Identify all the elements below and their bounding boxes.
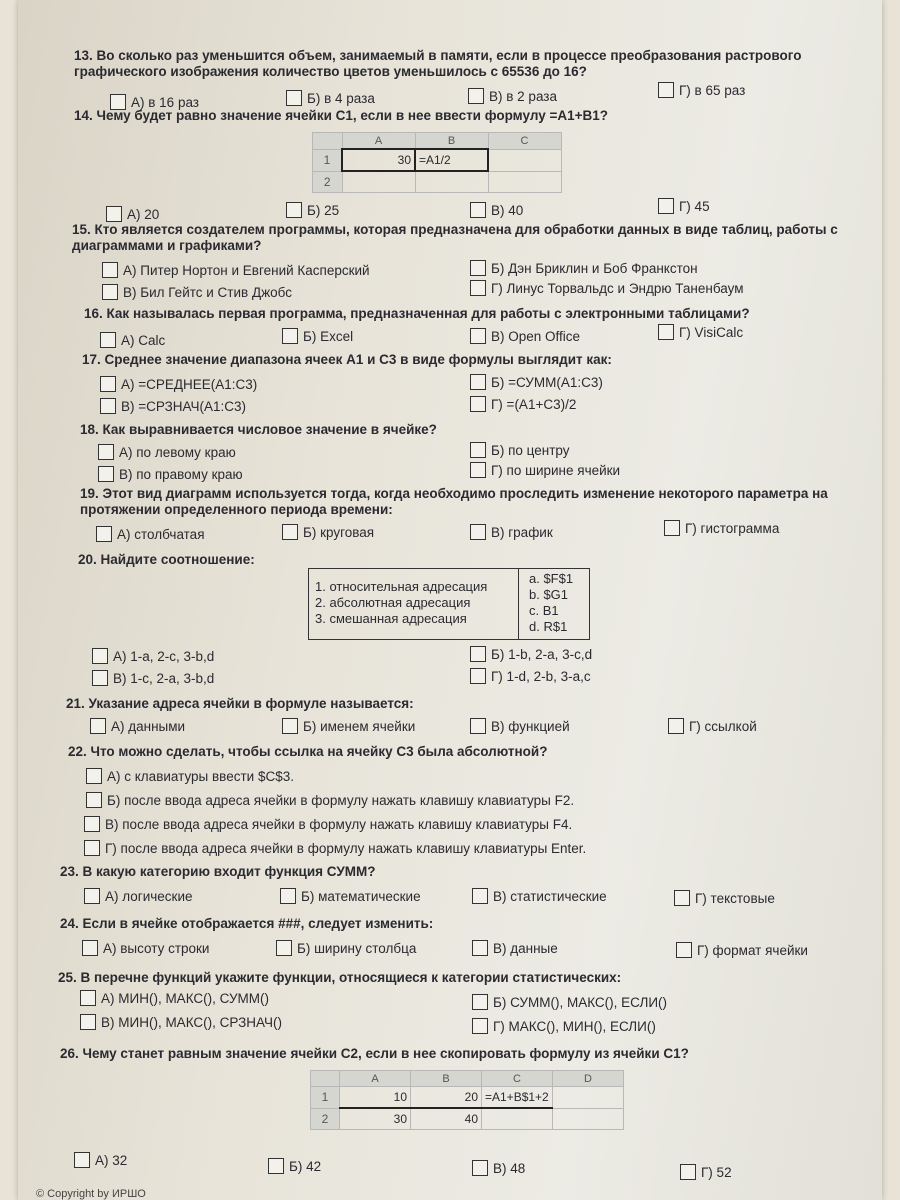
cell-c2: [482, 1108, 553, 1130]
question-text: 25. В перечне функций укажите функции, относящиеся к категории статистических:: [58, 970, 622, 985]
option-d[interactable]: Г) 52: [680, 1164, 732, 1182]
option-a[interactable]: А) Calc: [100, 332, 165, 350]
checkbox[interactable]: [92, 670, 108, 686]
checkbox[interactable]: [668, 718, 684, 734]
cell-a1: 30: [342, 149, 415, 171]
option-a[interactable]: А) с клавиатуры ввести $C$3.: [86, 768, 294, 786]
checkbox[interactable]: [674, 890, 690, 906]
checkbox[interactable]: [276, 940, 292, 956]
checkbox[interactable]: [470, 462, 486, 478]
option-c[interactable]: В) =СРЗНАЧ(А1:С3): [100, 398, 246, 416]
checkbox[interactable]: [86, 768, 102, 784]
checkbox[interactable]: [74, 1152, 90, 1168]
checkbox[interactable]: [470, 718, 486, 734]
checkbox[interactable]: [664, 520, 680, 536]
checkbox[interactable]: [282, 718, 298, 734]
option-c[interactable]: В) МИН(), МАКС(), СРЗНАЧ(): [80, 1014, 282, 1032]
checkbox[interactable]: [100, 332, 116, 348]
checkbox[interactable]: [92, 648, 108, 664]
checkbox[interactable]: [472, 1018, 488, 1034]
option-a[interactable]: А) данными: [90, 718, 185, 736]
option-b[interactable]: Б) Excel: [282, 328, 353, 346]
checkbox[interactable]: [282, 524, 298, 540]
option-c[interactable]: В) функцией: [470, 718, 570, 736]
option-d[interactable]: Г) VisiCalc: [658, 324, 743, 342]
option-b[interactable]: Б) в 4 раза: [286, 90, 375, 108]
option-c[interactable]: В) 48: [472, 1160, 525, 1178]
option-c[interactable]: В) Бил Гейтс и Стив Джобс: [102, 284, 292, 302]
checkbox[interactable]: [82, 940, 98, 956]
cell-a1: 10: [340, 1087, 411, 1109]
option-c[interactable]: В) график: [470, 524, 553, 542]
checkbox[interactable]: [470, 646, 486, 662]
option-b[interactable]: Б) =СУММ(А1:С3): [470, 374, 603, 392]
question-text: 21. Указание адреса ячейки в формуле называется:: [66, 696, 414, 711]
checkbox[interactable]: [268, 1158, 284, 1174]
checkbox[interactable]: [468, 88, 484, 104]
test-sheet: [18, 0, 882, 1200]
checkbox[interactable]: [472, 994, 488, 1010]
option-a[interactable]: А) 1-a, 2-c, 3-b,d: [92, 648, 214, 666]
option-d[interactable]: Г) в 65 раз: [658, 82, 745, 100]
checkbox[interactable]: [100, 398, 116, 414]
option-c[interactable]: В) в 2 раза: [468, 88, 557, 106]
option-a[interactable]: А) столбчатая: [96, 526, 205, 544]
option-c[interactable]: В) 1-c, 2-a, 3-b,d: [92, 670, 214, 688]
option-d[interactable]: Г) Линус Торвальдс и Эндрю Таненбаум: [470, 280, 743, 298]
option-a[interactable]: А) в 16 раз: [110, 94, 199, 112]
checkbox[interactable]: [676, 942, 692, 958]
spreadsheet-excerpt: A B C D 1 10 20 =A1+B$1+2 2 30 40: [310, 1070, 624, 1130]
option-b[interactable]: Б) 1-b, 2-a, 3-c,d: [470, 646, 592, 664]
option-d[interactable]: Г) ссылкой: [668, 718, 757, 736]
checkbox[interactable]: [470, 442, 486, 458]
option-d[interactable]: Г) =(А1+С3)/2: [470, 396, 576, 414]
option-c[interactable]: В) статистические: [472, 888, 607, 906]
question-text: 24. Если в ячейке отображается ###, следует изменить:: [60, 916, 434, 931]
checkbox[interactable]: [90, 718, 106, 734]
option-d[interactable]: Г) после ввода адреса ячейки в формулу нажать клавишу клавиатуры Enter.: [84, 840, 586, 858]
option-d[interactable]: Г) текстовые: [674, 890, 775, 908]
checkbox[interactable]: [470, 374, 486, 390]
question-text: 26. Чему станет равным значение ячейки С2, если в нее скопировать формулу из ячейки С1?: [60, 1046, 689, 1061]
option-b[interactable]: Б) 25: [286, 202, 339, 220]
checkbox[interactable]: [470, 396, 486, 412]
option-d[interactable]: Г) формат ячейки: [676, 942, 808, 960]
checkbox[interactable]: [470, 524, 486, 540]
option-c[interactable]: В) Open Office: [470, 328, 580, 346]
option-d[interactable]: Г) 45: [658, 198, 710, 216]
option-a[interactable]: А) 32: [74, 1152, 127, 1170]
checkbox[interactable]: [470, 328, 486, 344]
option-b[interactable]: Б) именем ячейки: [282, 718, 415, 736]
option-d[interactable]: Г) по ширине ячейки: [470, 462, 620, 480]
spreadsheet-excerpt: A B C 1 30 =A1/2 2: [312, 132, 562, 193]
option-c[interactable]: В) 40: [470, 202, 523, 220]
cell-c1: =A1+B$1+2: [482, 1087, 553, 1109]
option-a[interactable]: А) МИН(), МАКС(), СУММ(): [80, 990, 269, 1008]
option-b[interactable]: Б) после ввода адреса ячейки в формулу нажать клавишу клавиатуры F2.: [86, 792, 574, 810]
question-text: 16. Как называлась первая программа, предназначенная для работы с электронными таблицами?: [84, 306, 750, 321]
question-text: 19. Этот вид диаграмм используется тогда, когда необходимо проследить изменение некоторого параметра на протяжении определенного периода времени:: [80, 486, 828, 517]
checkbox[interactable]: [84, 816, 100, 832]
question-text: 23. В какую категорию входит функция СУММ?: [60, 864, 376, 879]
option-a[interactable]: А) 20: [106, 206, 159, 224]
checkbox[interactable]: [472, 940, 488, 956]
question-text: 18. Как выравнивается числовое значение в ячейке?: [80, 422, 437, 437]
checkbox[interactable]: [680, 1164, 696, 1180]
checkbox[interactable]: [286, 90, 302, 106]
checkbox[interactable]: [472, 1160, 488, 1176]
checkbox[interactable]: [86, 792, 102, 808]
checkbox[interactable]: [102, 262, 118, 278]
option-d[interactable]: Г) МАКС(), МИН(), ЕСЛИ(): [472, 1018, 656, 1036]
checkbox[interactable]: [80, 990, 96, 1006]
option-b[interactable]: Б) Дэн Бриклин и Боб Франкстон: [470, 260, 698, 278]
option-a[interactable]: А) Питер Нортон и Евгений Касперский: [102, 262, 370, 280]
copyright-footer: © Copyright by ИРШО: [36, 1188, 146, 1200]
checkbox[interactable]: [658, 198, 674, 214]
option-c[interactable]: В) после ввода адреса ячейки в формулу нажать клавишу клавиатуры F4.: [84, 816, 572, 834]
checkbox[interactable]: [98, 466, 114, 482]
question-text: 20. Найдите соотношение:: [78, 552, 255, 567]
option-a[interactable]: А) =СРЕДНЕЕ(А1:С3): [100, 376, 257, 394]
option-b[interactable]: Б) ширину столбца: [276, 940, 416, 958]
option-c[interactable]: В) по правому краю: [98, 466, 243, 484]
checkbox[interactable]: [96, 526, 112, 542]
checkbox[interactable]: [470, 668, 486, 684]
option-a[interactable]: А) высоту строки: [82, 940, 209, 958]
checkbox[interactable]: [658, 82, 674, 98]
checkbox[interactable]: [286, 202, 302, 218]
question-text: 15. Кто является создателем программы, которая предназначена для обработки данных в виде таблиц, работы с диаграммами и графиками?: [72, 222, 838, 253]
option-b[interactable]: Б) по центру: [470, 442, 570, 460]
checkbox[interactable]: [98, 444, 114, 460]
option-b[interactable]: Б) СУММ(), МАКС(), ЕСЛИ(): [472, 994, 667, 1012]
question-text: 14. Чему будет равно значение ячейки С1, если в нее ввести формулу =А1+В1?: [74, 108, 609, 123]
option-c[interactable]: В) данные: [472, 940, 558, 958]
option-d[interactable]: Г) гистограмма: [664, 520, 779, 538]
cell-a2: 30: [340, 1108, 411, 1130]
checkbox[interactable]: [100, 376, 116, 392]
checkbox[interactable]: [658, 324, 674, 340]
question-text: 13. Во сколько раз уменьшится объем, занимаемый в памяти, если в процессе преобразования растрового графического изображения количество цветов уменьшилось с 65536 до 16?: [74, 48, 802, 79]
matching-table: 1. относительная адресация 2. абсолютная адресация 3. смешанная адресация a. $F$1 b. $G1 c. B1 d. R$1: [308, 568, 590, 640]
option-a[interactable]: А) по левому краю: [98, 444, 236, 462]
cell-b1: 20: [411, 1087, 482, 1109]
option-b[interactable]: Б) 42: [268, 1158, 321, 1176]
checkbox[interactable]: [102, 284, 118, 300]
option-a[interactable]: А) логические: [84, 888, 193, 906]
checkbox[interactable]: [84, 840, 100, 856]
checkbox[interactable]: [282, 328, 298, 344]
checkbox[interactable]: [84, 888, 100, 904]
option-d[interactable]: Г) 1-d, 2-b, 3-a,c: [470, 668, 591, 686]
checkbox[interactable]: [106, 206, 122, 222]
checkbox[interactable]: [280, 888, 296, 904]
option-b[interactable]: Б) математические: [280, 888, 421, 906]
checkbox[interactable]: [470, 280, 486, 296]
question-text: 17. Среднее значение диапазона ячеек А1 и С3 в виде формулы выглядит как:: [82, 352, 612, 367]
cell-b1: =A1/2: [415, 149, 488, 171]
checkbox[interactable]: [470, 202, 486, 218]
question-text: 22. Что можно сделать, чтобы ссылка на ячейку С3 была абсолютной?: [68, 744, 548, 759]
option-b[interactable]: Б) круговая: [282, 524, 374, 542]
checkbox[interactable]: [80, 1014, 96, 1030]
cell-b2: 40: [411, 1108, 482, 1130]
checkbox[interactable]: [470, 260, 486, 276]
checkbox[interactable]: [472, 888, 488, 904]
